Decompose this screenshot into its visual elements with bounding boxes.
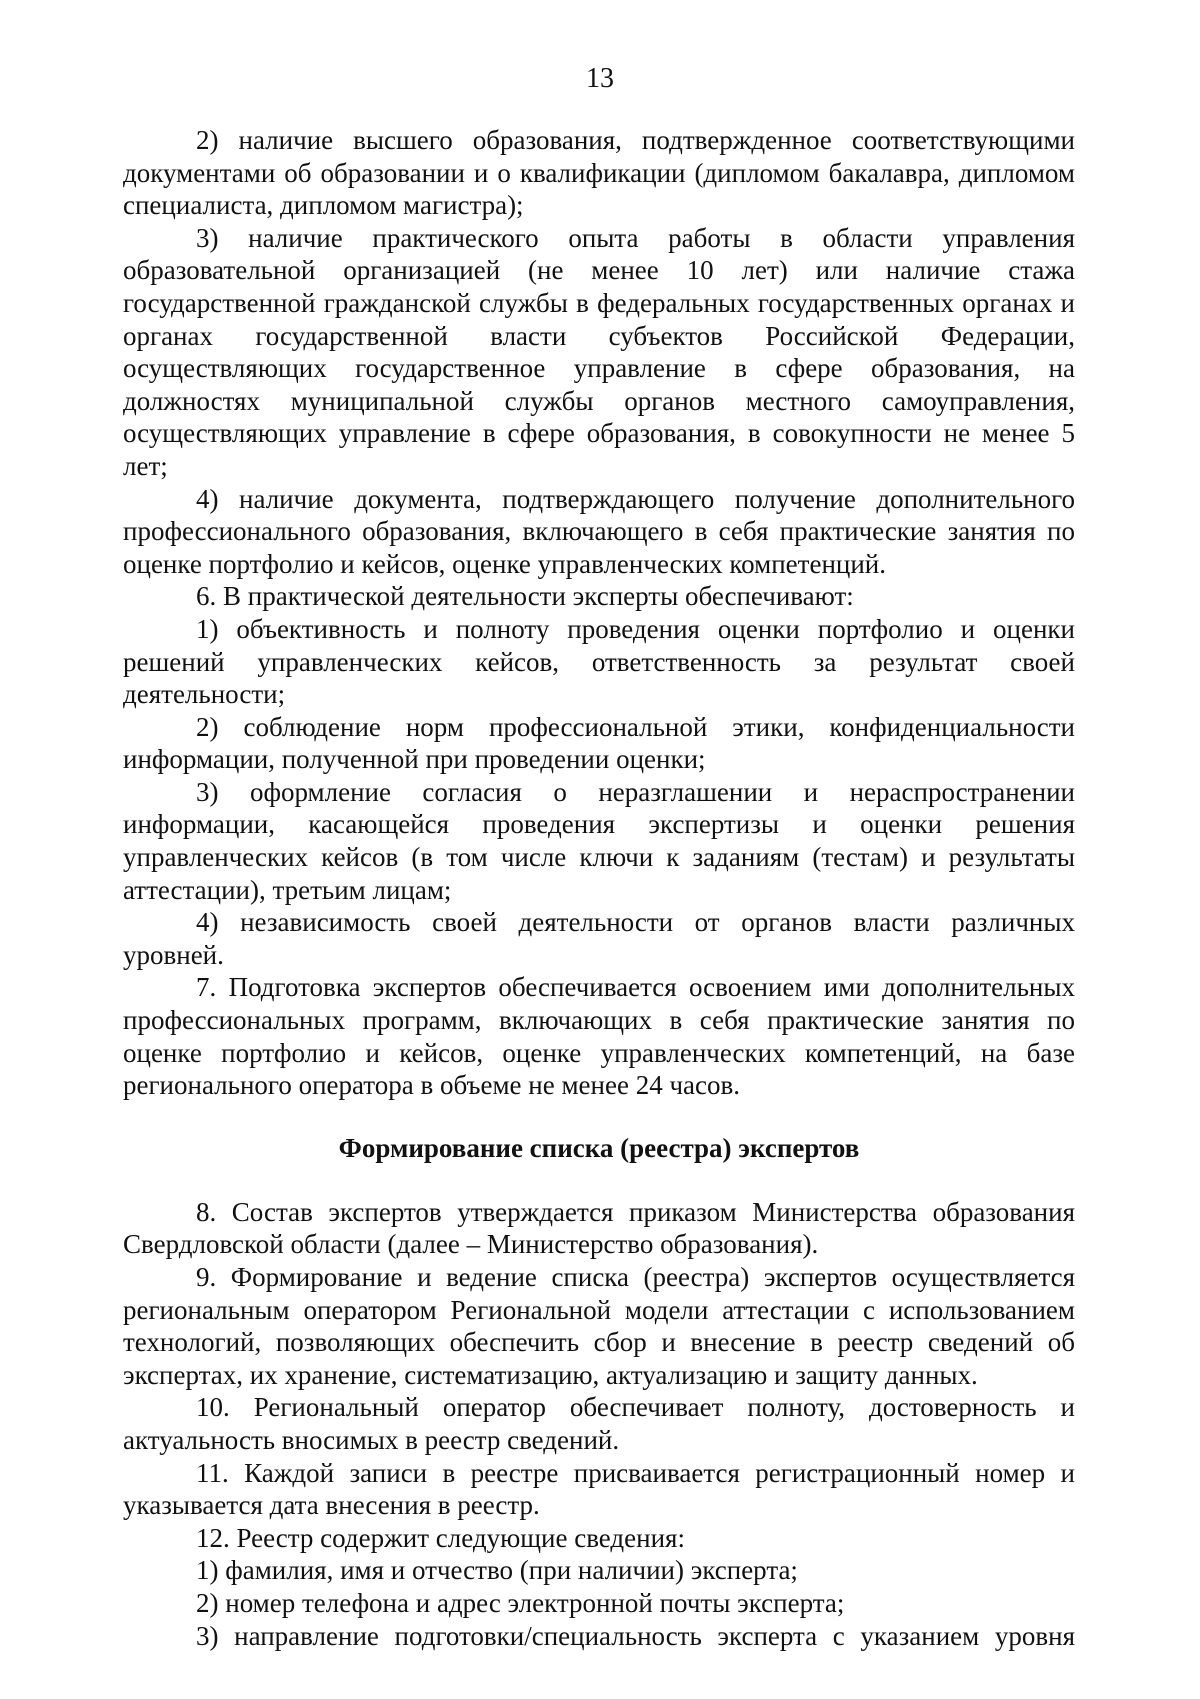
paragraph: 9. Формирование и ведение списка (реестра) экспертов осуществляется региональным оператором Региональной модели аттестации с использованием технологий, позволяющих обеспечить сбор и внесение в реестр сведений об экспертах, их хранение, систематизацию, актуализацию и защиту данных. — [123, 1262, 1075, 1390]
paragraph: 12. Реестр содержит следующие сведения: — [196, 1522, 685, 1553]
page-number: 13 — [586, 63, 614, 94]
paragraph: 10. Региональный оператор обеспечивает полноту, достоверность и актуальность вносимых в реестр сведений. — [123, 1392, 1075, 1455]
paragraph: 6. В практической деятельности эксперты обеспечивают: — [196, 581, 854, 612]
paragraph: 7. Подготовка экспертов обеспечивается освоением ими дополнительных профессиональных программ, включающих в себя практические занятия по оценке портфолио и кейсов, оценке управленческих компетенций, на базе регионального оператора в объеме не менее 24 часов. — [123, 972, 1075, 1101]
paragraph: 2) соблюдение норм профессиональной этики, конфиденциальности информации, полученной при проведении оценки; — [123, 711, 1075, 775]
paragraph: 4) независимость своей деятельности от органов власти различных уровней. — [123, 907, 1075, 970]
paragraph: 1) фамилия, имя и отчество (при наличии) эксперта; — [196, 1555, 798, 1586]
paragraph: 4) наличие документа, подтверждающего получение дополнительного профессионального образования, включающего в себя практические занятия по оценке портфолио и кейсов, оценке управленческих компетенций. — [123, 483, 1075, 579]
section-heading: Формирование списка (реестра) экспертов — [338, 1132, 860, 1163]
paragraph: 8. Состав экспертов утверждается приказом Министерства образования Свердловской области (далее – Министерство образования). — [123, 1196, 1075, 1260]
paragraph: 2) номер телефона и адрес электронной почты эксперта; — [196, 1587, 845, 1618]
paragraph: 3) направление подготовки/специальность эксперта с указанием уровня — [196, 1620, 1075, 1651]
paragraph: 3) наличие практического опыта работы в области управления образовательной организацией (не менее 10 лет) или наличие стажа государственной гражданской службы в федеральных государственных органах и органах государственной власти субъектов Российской Федерации, осуществляющих государственное управление в сфере образования, на должностях муниципальной службы органов местного самоуправления, осуществляющих управление в сфере образования, в совокупности не менее 5 лет; — [123, 222, 1075, 481]
paragraph: 3) оформление согласия о неразглашении и нераспространении информации, касающейся проведения экспертизы и оценки решения управленческих кейсов (в том числе ключи к заданиям (тестам) и результаты аттестации), третьим лицам; — [123, 776, 1075, 905]
paragraph: 1) объективность и полноту проведения оценки портфолио и оценки решений управленческих кейсов, ответственность за результат своей деятельности; — [123, 613, 1075, 710]
document-body — [123, 124, 1075, 1652]
paragraph: 2) наличие высшего образования, подтвержденное соответствующими документами об образовании и о квалификации (дипломом бакалавра, дипломом специалиста, дипломом магистра); — [123, 125, 1075, 221]
paragraph: 11. Каждой записи в реестре присваивается регистрационный номер и указывается дата внесения в реестр. — [123, 1457, 1075, 1521]
